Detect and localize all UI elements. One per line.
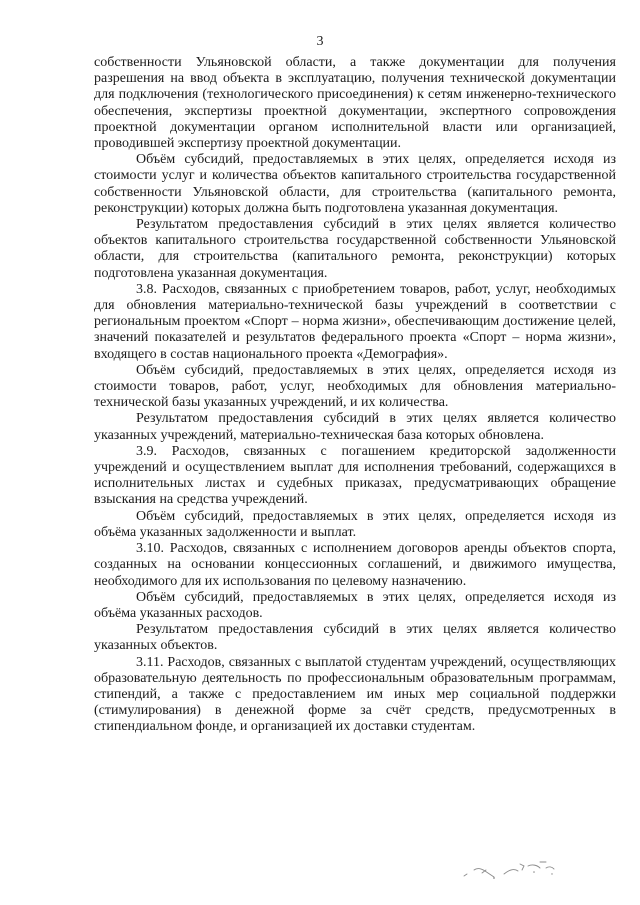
paragraph-section-3-10: 3.10. Расходов, связанных с исполнением договоров аренды объектов спорта, созданных на основании концессионных соглашений, и движимого имущества, необходимого для их использования по целевому назначению. xyxy=(94,541,616,589)
handwritten-scribble-icon xyxy=(460,852,590,886)
paragraph: Результатом предоставления субсидий в этих целях является количество объектов капитального строительства государственной собственности Ульяновской области, для строительства (капитального ремонта, реконструкции) которых подготовлена указанная документация. xyxy=(94,217,616,281)
paragraph: Результатом предоставления субсидий в этих целях является количество указанных объектов. xyxy=(94,622,616,654)
paragraph: собственности Ульяновской области, а также документации для получения разрешения на ввод объекта в эксплуатацию, получения технической документации для подключения (технологического присоединения) к сетям инженерно-технического обеспечения, экспертизы проектной документации, экспертного сопровождения проектной документации органом исполнительной власти или организацией, проводившей экспертизу проектной документации. xyxy=(94,55,616,152)
paragraph-section-3-9: 3.9. Расходов, связанных с погашением кредиторской задолженности учреждений и осуществлением выплат для исполнения требований, содержащихся в исполнительных листах и судебных приказах, предусматривающих обращение взыскания на средства учреждений. xyxy=(94,443,616,508)
document-body xyxy=(94,55,616,736)
page-number: 3 xyxy=(316,34,324,49)
paragraph: Объём субсидий, предоставляемых в этих целях, определяется исходя из объёма указанных расходов. xyxy=(94,589,616,621)
paragraph-section-3-11: 3.11. Расходов, связанных с выплатой студентам учреждений, осуществляющих образовательную деятельность по профессиональным образовательным программам, стипендий, а также с предоставлением им иных мер социальной поддержки (стимулирования) в денежной форме за счёт средств, предусмотренных в стипендиальном фонде, и организацией их доставки студентам. xyxy=(94,654,616,735)
paragraph: Результатом предоставления субсидий в этих целях является количество указанных учреждений, материально-техническая база которых обновлена. xyxy=(94,411,616,443)
paragraph: Объём субсидий, предоставляемых в этих целях, определяется исходя из стоимости товаров, работ, услуг, необходимых для обновления материально-технической базы указанных учреждений, и их количества. xyxy=(94,362,616,411)
paragraph: Объём субсидий, предоставляемых в этих целях, определяется исходя из стоимости услуг и количества объектов капитального строительства государственной собственности Ульяновской области, для строительства (капитального ремонта, реконструкции) которых должна быть подготовлена указанная документация. xyxy=(94,152,616,216)
paragraph-section-3-8: 3.8. Расходов, связанных с приобретением товаров, работ, услуг, необходимых для обновления материально-технической базы учреждений в соответствии с региональным проектом «Спорт – норма жизни», обеспечивающим достижение целей, значений показателей и результатов федерального проекта «Спорт – норма жизни», входящего в состав национального проекта «Демография». xyxy=(94,281,616,362)
paragraph: Объём субсидий, предоставляемых в этих целях, определяется исходя из объёма указанных задолженности и выплат. xyxy=(94,508,616,540)
